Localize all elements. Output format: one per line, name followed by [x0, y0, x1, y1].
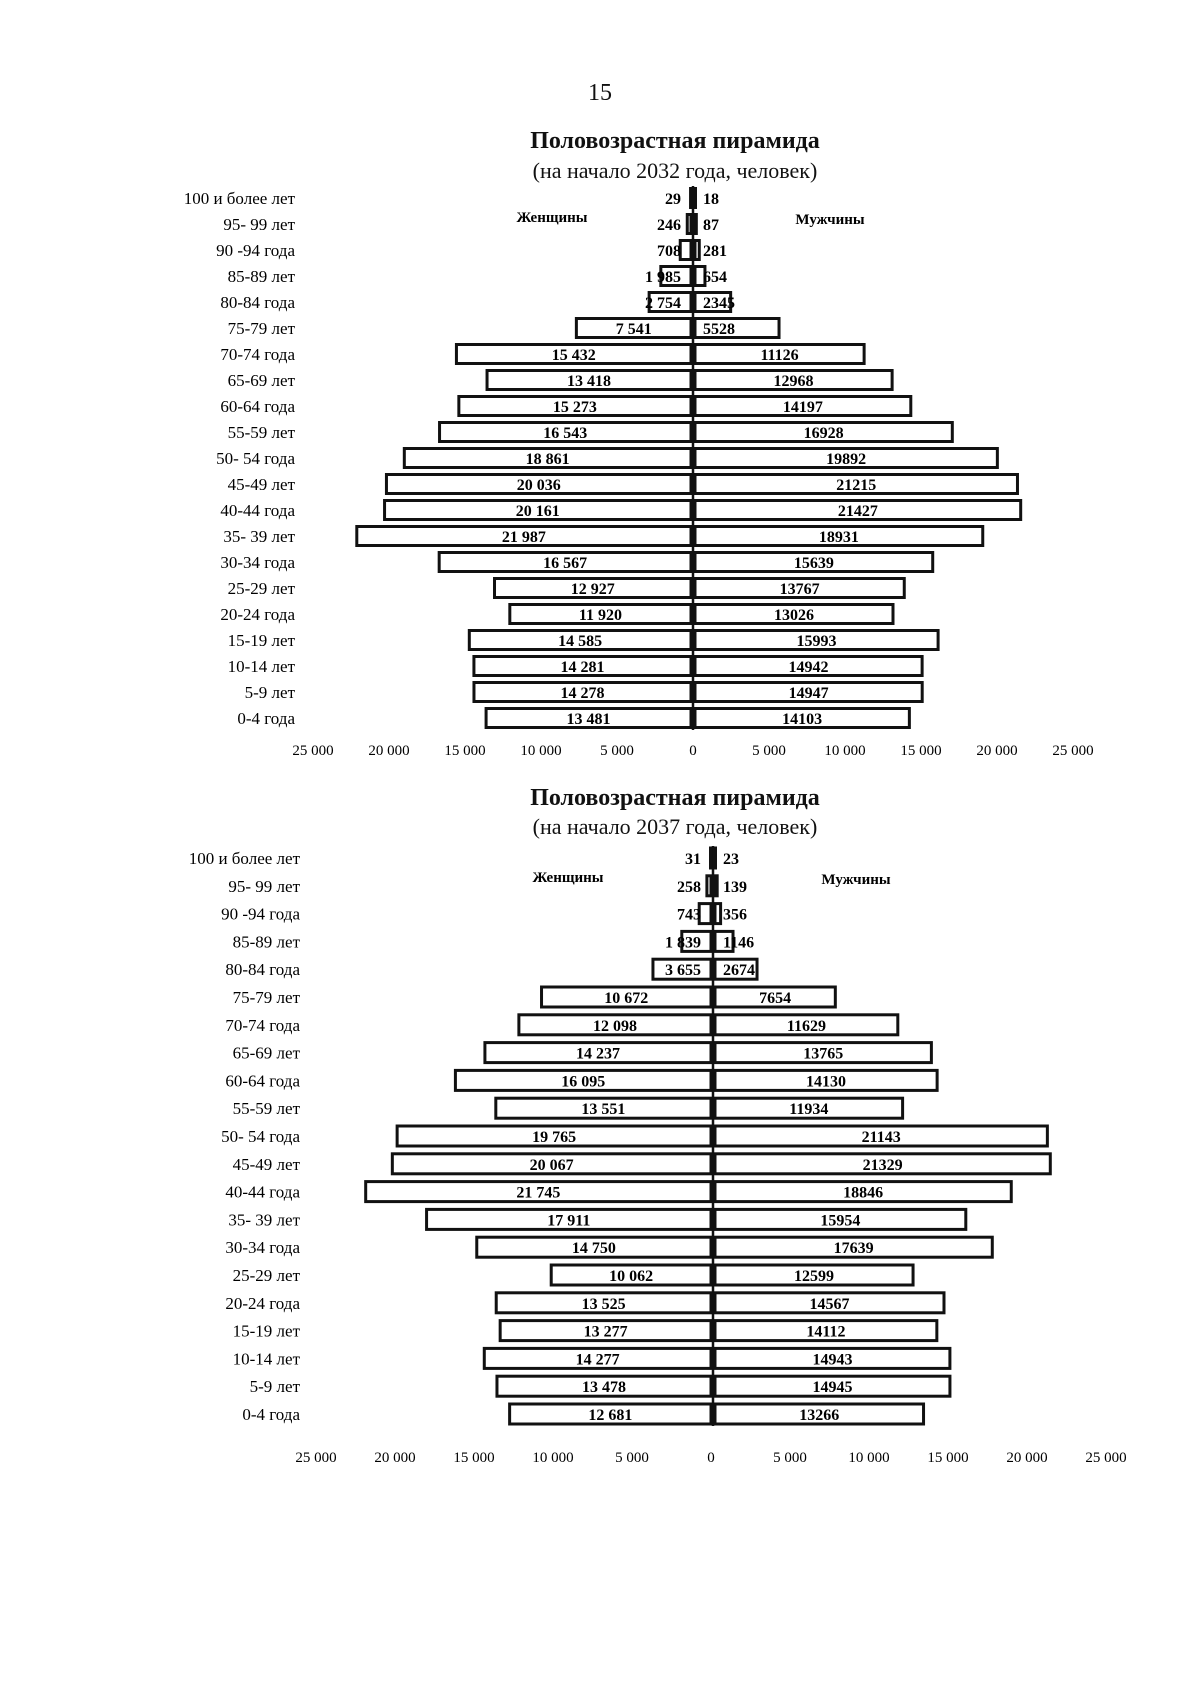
x-tick-label: 15 000 — [900, 743, 942, 759]
value-label-women: 31 — [685, 851, 701, 868]
value-label-men: 11126 — [760, 347, 799, 364]
age-group-label: 85-89 лет — [227, 267, 295, 286]
value-label-women: 13 551 — [581, 1101, 626, 1119]
x-tick-label: 20 000 — [976, 743, 1018, 759]
legend-men: Мужчины — [821, 872, 891, 888]
value-label-women: 10 672 — [604, 990, 649, 1007]
value-label-women: 13 418 — [567, 373, 612, 390]
value-label-women: 3 655 — [665, 962, 701, 980]
value-label-women: 29 — [665, 191, 681, 208]
age-group-label: 5-9 лет — [249, 1377, 300, 1397]
age-group-label: 10-14 лет — [232, 1349, 300, 1369]
value-label-women: 708 — [657, 243, 681, 260]
age-group-label: 90 -94 года — [216, 241, 295, 260]
x-tick-label: 25 000 — [295, 1450, 337, 1466]
value-label-women: 14 281 — [560, 659, 605, 676]
x-tick-label: 20 000 — [1006, 1450, 1048, 1466]
value-label-men: 14112 — [806, 1323, 846, 1341]
value-label-men: 281 — [703, 243, 727, 260]
chart-title-2032: Половозрастная пирамида — [530, 128, 820, 154]
value-label-men: 18846 — [843, 1184, 884, 1202]
chart-subtitle-2037: (на начало 2037 года, человек) — [532, 814, 818, 839]
x-tick-label: 10 000 — [824, 743, 866, 759]
value-label-men: 15993 — [796, 633, 837, 650]
population-pyramid-2032 — [0, 180, 1200, 759]
age-group-label: 0-4 года — [242, 1405, 300, 1424]
age-group-label: 30-34 года — [220, 553, 295, 572]
value-label-men: 21143 — [861, 1129, 901, 1146]
x-tick-label: 20 000 — [368, 743, 410, 759]
value-label-men: 87 — [703, 217, 719, 234]
age-group-label: 40-44 года — [220, 501, 295, 520]
x-tick-label: 25 000 — [292, 743, 334, 759]
value-label-men: 654 — [703, 269, 727, 286]
age-group-label: 75-79 лет — [232, 988, 300, 1007]
age-group-label: 75-79 лет — [227, 319, 295, 338]
age-group-label: 55-59 лет — [227, 423, 295, 442]
value-label-men: 356 — [723, 906, 747, 924]
value-label-women: 246 — [657, 217, 681, 234]
value-label-men: 14943 — [812, 1351, 853, 1369]
value-label-men: 15639 — [793, 555, 834, 572]
value-label-men: 139 — [723, 878, 747, 896]
age-group-label: 35- 39 лет — [223, 527, 295, 546]
value-label-women: 16 095 — [561, 1073, 606, 1091]
value-label-men: 14945 — [812, 1379, 853, 1397]
age-group-label: 60-64 года — [225, 1071, 300, 1091]
value-label-men: 17639 — [833, 1240, 874, 1258]
value-label-men: 18931 — [818, 529, 859, 546]
x-tick-label: 5 000 — [752, 743, 786, 759]
value-label-men: 14103 — [782, 711, 823, 728]
chart-title-2037: Половозрастная пирамида — [530, 785, 820, 811]
value-label-women: 1 839 — [665, 934, 701, 952]
value-label-women: 18 861 — [525, 451, 570, 468]
value-label-women: 20 161 — [515, 503, 560, 520]
age-group-label: 5-9 лет — [244, 683, 295, 702]
x-tick-label: 25 000 — [1052, 743, 1094, 759]
value-label-women: 14 750 — [571, 1240, 616, 1258]
value-label-men: 1146 — [723, 934, 755, 952]
value-label-women: 12 681 — [588, 1407, 633, 1424]
age-group-label: 50- 54 года — [221, 1127, 300, 1146]
value-label-men: 2345 — [703, 295, 735, 312]
age-group-label: 15-19 лет — [232, 1321, 300, 1341]
legend-women: Женщины — [516, 210, 588, 226]
age-group-label: 15-19 лет — [227, 631, 295, 650]
bar-women — [687, 215, 691, 234]
value-label-women: 743 — [677, 906, 701, 924]
value-label-women: 21 745 — [516, 1184, 561, 1202]
value-label-women: 12 927 — [570, 581, 615, 598]
chart-subtitle-2032: (на начало 2032 года, человек) — [532, 158, 818, 183]
age-group-label: 10-14 лет — [227, 657, 295, 676]
value-label-men: 16928 — [803, 425, 844, 442]
age-group-label: 65-69 лет — [227, 371, 295, 390]
x-tick-label: 15 000 — [444, 743, 486, 759]
age-group-label: 90 -94 года — [221, 904, 300, 924]
age-group-label: 80-84 года — [225, 960, 300, 980]
age-group-label: 35- 39 лет — [228, 1210, 300, 1230]
value-label-men: 15954 — [820, 1212, 861, 1230]
bar-women — [711, 848, 712, 868]
value-label-women: 16 567 — [543, 555, 588, 572]
value-label-men: 21427 — [837, 503, 878, 520]
age-group-label: 95- 99 лет — [228, 876, 300, 896]
value-label-women: 14 278 — [560, 685, 605, 702]
age-group-label: 100 и более лет — [188, 849, 300, 868]
value-label-men: 14947 — [788, 685, 829, 702]
x-tick-label: 15 000 — [453, 1450, 495, 1466]
bar-women — [707, 876, 711, 896]
bar-men — [715, 904, 721, 924]
age-group-label: 20-24 года — [225, 1293, 300, 1313]
age-group-label: 65-69 лет — [232, 1043, 300, 1063]
value-label-women: 11 920 — [578, 607, 622, 624]
value-label-women: 14 277 — [575, 1351, 620, 1369]
value-label-women: 20 067 — [529, 1156, 574, 1174]
x-tick-label: 5 000 — [600, 743, 634, 759]
x-tick-label: 5 000 — [615, 1450, 649, 1466]
bar-women — [680, 241, 691, 260]
x-tick-label: 0 — [689, 743, 697, 759]
age-group-label: 60-64 года — [220, 397, 295, 416]
value-label-men: 12599 — [794, 1268, 835, 1285]
bar-men — [715, 848, 716, 868]
value-label-women: 16 543 — [543, 425, 588, 442]
age-group-label: 40-44 года — [225, 1182, 300, 1202]
value-label-men: 21329 — [862, 1156, 903, 1174]
age-group-label: 95- 99 лет — [223, 215, 295, 234]
value-label-women: 15 432 — [551, 347, 596, 364]
legend-men: Мужчины — [795, 212, 865, 228]
age-group-label: 70-74 года — [225, 1015, 300, 1035]
value-label-men: 13767 — [779, 581, 820, 598]
value-label-women: 19 765 — [532, 1129, 577, 1146]
age-group-label: 20-24 года — [220, 605, 295, 624]
age-group-label: 0-4 года — [237, 709, 295, 728]
age-group-label: 25-29 лет — [227, 579, 295, 598]
value-label-women: 2 754 — [645, 295, 681, 312]
value-label-men: 2674 — [723, 962, 755, 980]
age-group-label: 70-74 года — [220, 345, 295, 364]
population-pyramid-2037 — [0, 838, 1200, 1466]
bar-men — [695, 189, 696, 208]
x-tick-label: 20 000 — [374, 1450, 416, 1466]
value-label-women: 15 273 — [552, 399, 597, 416]
value-label-men: 13026 — [773, 607, 814, 624]
value-label-women: 13 478 — [581, 1379, 626, 1397]
value-label-women: 7 541 — [615, 321, 652, 338]
value-label-men: 11629 — [786, 1017, 826, 1035]
x-tick-label: 15 000 — [927, 1450, 969, 1466]
value-label-men: 11934 — [789, 1101, 829, 1119]
value-label-men: 13765 — [803, 1045, 844, 1063]
age-group-label: 55-59 лет — [232, 1099, 300, 1119]
value-label-women: 14 585 — [558, 633, 603, 650]
x-tick-label: 25 000 — [1085, 1450, 1127, 1466]
value-label-men: 14567 — [809, 1295, 850, 1313]
value-label-women: 258 — [677, 878, 701, 896]
value-label-men: 5528 — [703, 321, 735, 338]
bar-men — [715, 876, 717, 896]
legend-women: Женщины — [532, 870, 604, 886]
x-tick-label: 5 000 — [773, 1450, 807, 1466]
bar-women — [691, 189, 692, 208]
bar-men — [695, 215, 696, 234]
value-label-men: 18 — [703, 191, 719, 208]
value-label-men: 21215 — [836, 477, 877, 494]
age-group-label: 45-49 лет — [227, 475, 295, 494]
value-label-men: 19892 — [826, 451, 867, 468]
value-label-women: 13 481 — [566, 711, 611, 728]
value-label-women: 1 985 — [645, 269, 681, 286]
value-label-men: 13266 — [799, 1407, 840, 1424]
value-label-women: 14 237 — [575, 1045, 620, 1063]
value-label-women: 17 911 — [547, 1212, 591, 1230]
value-label-women: 13 525 — [581, 1295, 626, 1313]
page-number: 15 — [588, 80, 612, 106]
value-label-women: 10 062 — [609, 1268, 654, 1285]
value-label-men: 7654 — [759, 990, 792, 1007]
value-label-women: 13 277 — [583, 1323, 628, 1341]
x-tick-label: 10 000 — [520, 743, 562, 759]
age-group-label: 85-89 лет — [232, 932, 300, 952]
value-label-men: 14942 — [788, 659, 829, 676]
age-group-label: 50- 54 года — [216, 449, 295, 468]
value-label-women: 20 036 — [516, 477, 561, 494]
age-group-label: 100 и более лет — [183, 189, 295, 208]
value-label-women: 12 098 — [592, 1017, 637, 1035]
x-tick-label: 10 000 — [848, 1450, 890, 1466]
value-label-women: 21 987 — [501, 529, 546, 546]
value-label-men: 12968 — [773, 373, 814, 390]
age-group-label: 30-34 года — [225, 1238, 300, 1258]
value-label-men: 23 — [723, 851, 739, 868]
age-group-label: 45-49 лет — [232, 1154, 300, 1174]
bar-men — [695, 241, 699, 260]
value-label-men: 14197 — [782, 399, 823, 416]
value-label-men: 14130 — [806, 1073, 847, 1091]
age-group-label: 25-29 лет — [232, 1266, 300, 1285]
x-tick-label: 0 — [707, 1450, 715, 1466]
x-tick-label: 10 000 — [532, 1450, 574, 1466]
age-group-label: 80-84 года — [220, 293, 295, 312]
